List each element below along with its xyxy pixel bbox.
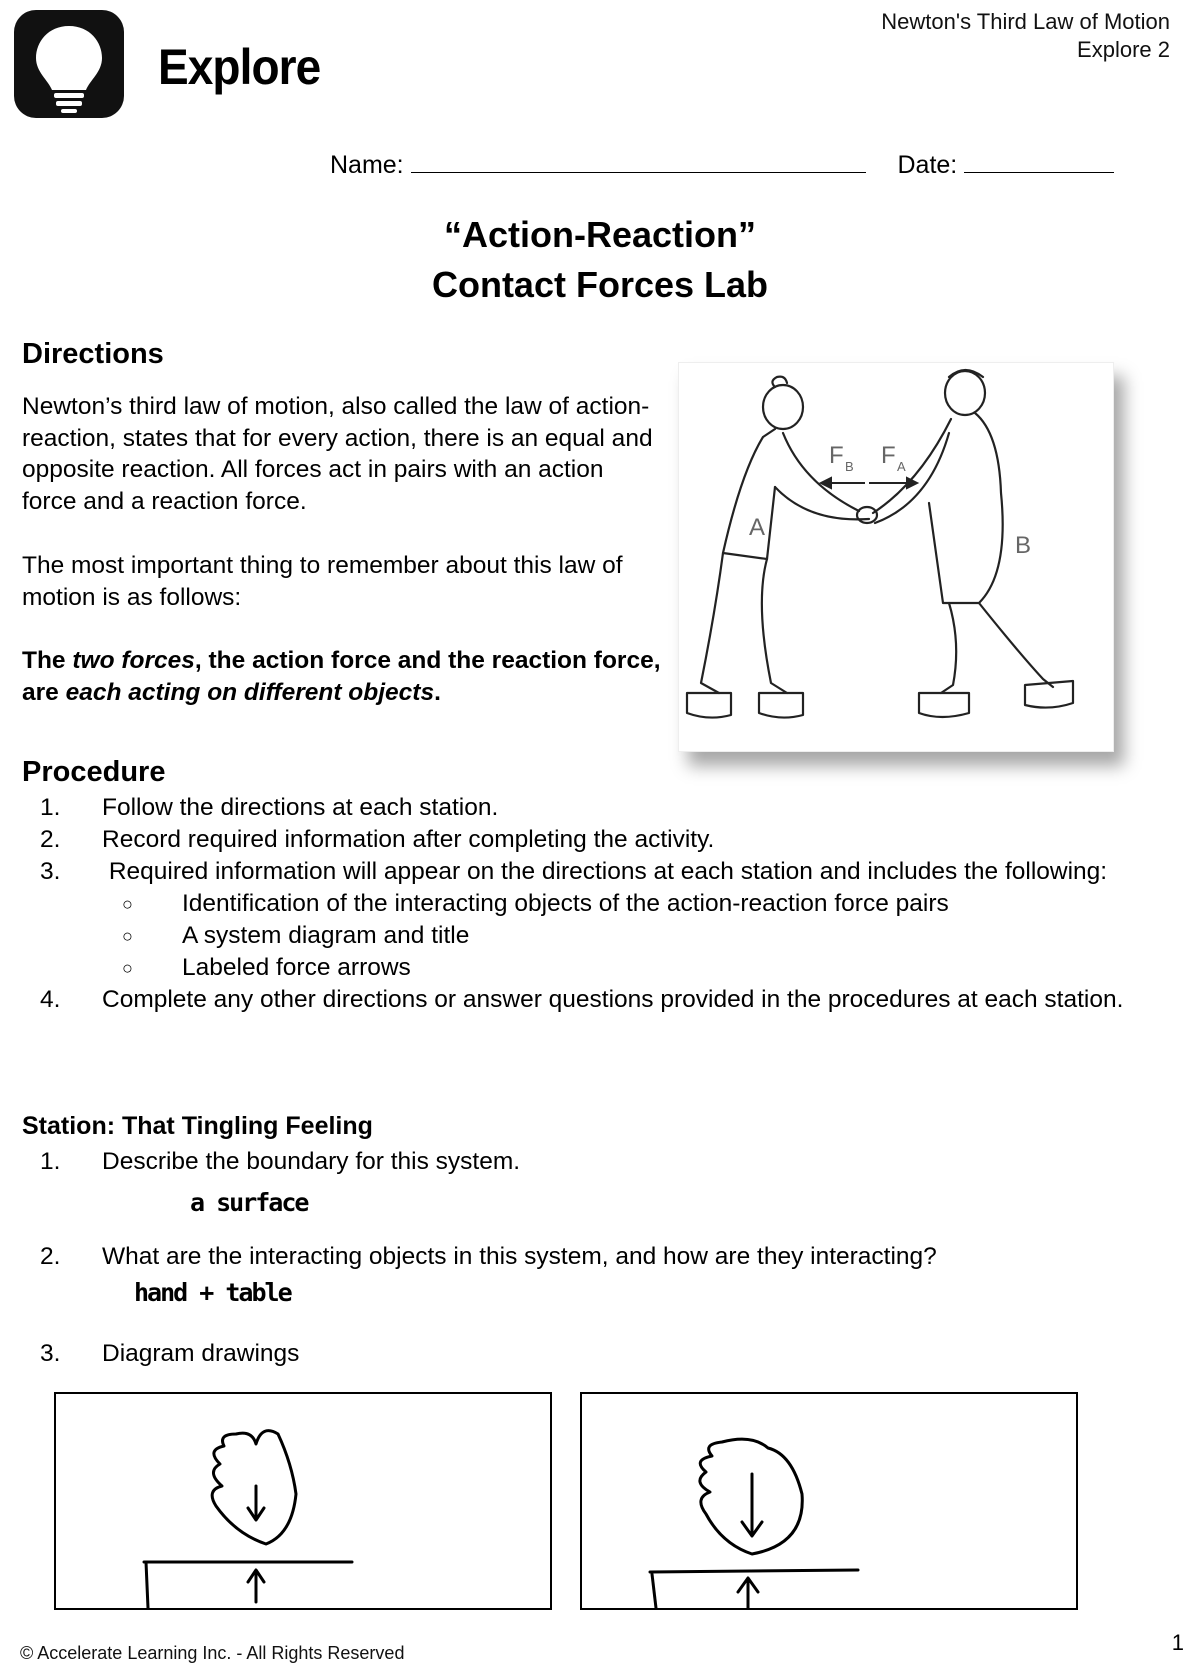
running-title: Newton's Third Law of Motion	[881, 9, 1170, 34]
item-text: Complete any other directions or answer questions provided in the procedures at each station.	[102, 986, 1124, 1013]
item-text: Required information will appear on the directions at each station and includes the following:	[102, 858, 1108, 885]
q2-number: 2.	[40, 1243, 61, 1270]
procedure-item	[22, 984, 1142, 1016]
skater-b-torso	[929, 413, 1003, 603]
skater-a-leg-front	[762, 559, 787, 693]
page-title	[0, 210, 1200, 310]
force-arrow-fa-head	[907, 478, 917, 488]
hand-on-table-drawing-1	[56, 1394, 550, 1608]
name-date-line	[330, 150, 1114, 180]
down-arrow	[742, 1474, 762, 1536]
skater-b-leg-front	[941, 603, 956, 693]
label-a: A	[749, 514, 766, 541]
sublist-text: Labeled force arrows	[182, 954, 411, 981]
emphasis-different-objects: each acting on different objects	[65, 678, 435, 706]
station-q2	[22, 1241, 1142, 1273]
answer-2-handwritten: hand + table	[134, 1278, 291, 1307]
emphasis-part-c: , the action force and the reaction force, are	[22, 647, 661, 706]
station-title: Station: That Tingling Feeling	[22, 1112, 373, 1140]
procedure-heading: Procedure	[22, 756, 166, 788]
sublist-item	[102, 888, 1142, 920]
date-label: Date:	[897, 151, 958, 179]
hand-outline	[212, 1431, 296, 1544]
copyright-footer: © Accelerate Learning Inc. - All Rights Reserved	[20, 1643, 405, 1663]
down-arrow	[248, 1486, 264, 1520]
directions-emphasis	[22, 645, 662, 708]
name-label: Name:	[330, 151, 404, 179]
answer-1-handwritten: a surface	[190, 1188, 308, 1217]
page-number: 1	[1171, 1630, 1184, 1655]
lightbulb-icon	[14, 10, 124, 118]
table-top	[650, 1570, 858, 1572]
procedure-item	[22, 856, 1142, 984]
date-field[interactable]	[964, 150, 1114, 173]
label-fa-sub: A	[897, 459, 906, 474]
table-leg	[146, 1562, 148, 1608]
table-leg	[652, 1574, 656, 1608]
skater-b-skate-1	[919, 693, 969, 717]
skater-a-skate-1	[687, 693, 731, 718]
skaters-illustration	[679, 363, 1113, 751]
skater-a-arm-lower	[775, 487, 869, 519]
q3-number: 3.	[40, 1340, 61, 1367]
item-number: 3.	[40, 858, 61, 885]
name-field[interactable]	[411, 150, 866, 173]
sublist-item	[102, 920, 1142, 952]
up-arrow	[738, 1578, 758, 1608]
sublist-text: A system diagram and title	[182, 922, 470, 949]
emphasis-part-e: .	[434, 678, 441, 706]
item-number: 4.	[40, 986, 61, 1013]
skater-a-head	[763, 385, 803, 429]
item-text: Follow the directions at each station.	[102, 794, 499, 821]
label-fa: F	[881, 442, 896, 469]
emphasis-part-a: The	[22, 647, 73, 674]
directions-paragraph-1: Newton’s third law of motion, also called the law of action-reaction, states that for every action, there is an equal and opposite reaction. All forces act in pairs with an action force and a reaction force.	[22, 393, 653, 515]
station-q3	[22, 1338, 1142, 1370]
sublist-text: Identification of the interacting objects of the action-reaction force pairs	[182, 890, 949, 917]
title-line-1: “Action-Reaction”	[443, 214, 756, 255]
procedure-item	[22, 824, 1142, 856]
title-line-2: Contact Forces Lab	[431, 264, 769, 305]
hand-on-table-drawing-2	[582, 1394, 1076, 1608]
directions-heading: Directions	[22, 338, 164, 370]
item-text: Record required information after completing the activity.	[102, 826, 715, 853]
procedure-list-wrap	[22, 792, 1142, 1016]
item-number: 1.	[40, 794, 61, 821]
joined-hands	[857, 507, 877, 523]
skater-b-head	[945, 371, 985, 415]
circle-bullet-icon: ○	[122, 958, 133, 978]
item-number: 2.	[40, 826, 61, 853]
running-subtitle: Explore 2	[1077, 37, 1170, 62]
q1-text: Describe the boundary for this system.	[102, 1148, 521, 1175]
brand-title: Explore	[158, 39, 321, 95]
circle-bullet-icon: ○	[122, 894, 133, 914]
label-fb: F	[829, 442, 844, 469]
running-header	[881, 8, 1170, 64]
label-b: B	[1015, 532, 1032, 559]
directions-paragraph-2: The most important thing to remember about this law of motion is as follows:	[22, 552, 623, 611]
emphasis-two-forces: two forces	[72, 647, 195, 674]
skater-a-leg-back	[701, 553, 723, 693]
skater-b-leg-back	[979, 603, 1053, 687]
procedure-list	[22, 792, 1142, 1016]
skater-a-skate-2	[759, 693, 803, 718]
label-fb-sub: B	[845, 459, 854, 474]
sublist-item	[102, 952, 1142, 984]
q3-text: Diagram drawings	[102, 1340, 300, 1367]
q1-number: 1.	[40, 1148, 61, 1175]
procedure-item	[22, 792, 1142, 824]
procedure-sublist	[102, 888, 1142, 984]
q2-text: What are the interacting objects in this system, and how are they interacting?	[102, 1243, 937, 1270]
lightbulb-logo	[14, 10, 124, 118]
skaters-figure	[678, 362, 1114, 752]
circle-bullet-icon: ○	[122, 926, 133, 946]
diagram-box-2	[580, 1392, 1078, 1610]
station-q1	[22, 1146, 1142, 1178]
diagram-box-1	[54, 1392, 552, 1610]
up-arrow	[248, 1570, 264, 1602]
